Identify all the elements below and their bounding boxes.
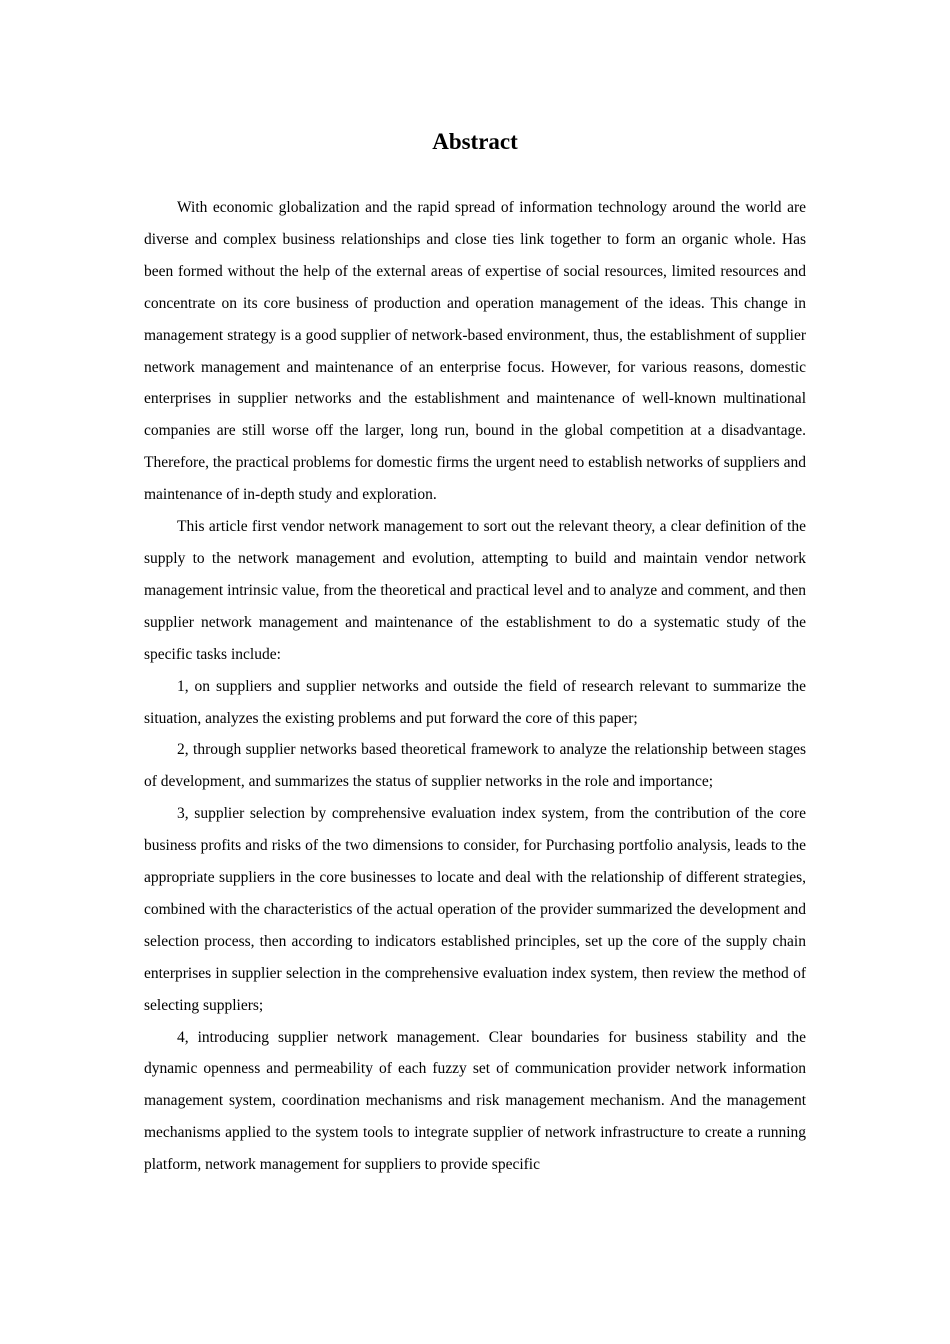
paragraph-intro: With economic globalization and the rapid spread of information technology around the world are diverse and complex business relationships and close ties link together to form an organic whole. Has been formed without the help of the external areas of expertise of social resources, limited resources and concentrate on its core business of production and operation management of the ideas. This change in management strategy is a good supplier of network-based environment, thus, the establishment of supplier network management and maintenance of an enterprise focus. However, for various reasons, domestic enterprises in supplier networks and the establishment and maintenance of well-known multinational companies are still worse off the larger, long run, bound in the global competition at a disadvantage. Therefore, the practical problems for domestic firms the urgent need to establish networks of suppliers and maintenance of in-depth study and exploration.	[144, 199, 806, 504]
paragraph-task-4: 4, introducing supplier network management. Clear boundaries for business stability and the dynamic openness and permeability of each fuzzy set of communication provider network information management system, coordination mechanisms and risk management mechanism. And the management mechanisms applied to the system tools to integrate supplier of network infrastructure to create a running platform, network management for suppliers to provide specific	[144, 1028, 806, 1174]
page-title: Abstract	[432, 129, 518, 154]
paragraph-overview: This article first vendor network management to sort out the relevant theory, a clear definition of the supply to the network management and evolution, attempting to build and maintain vendor network management intrinsic value, from the theoretical and practical level and to analyze and comment, and then supplier network management and maintenance of the establishment to do a systematic study of the specific tasks include:	[144, 518, 806, 663]
abstract-body	[144, 192, 806, 1181]
paragraph-task-3: 3, supplier selection by comprehensive evaluation index system, from the contribution of the core business profits and risks of the two dimensions to consider, for Purchasing portfolio analysis, leads to the appropriate suppliers in the core businesses to locate and deal with the relationship of different strategies, combined with the characteristics of the actual operation of the provider summarized the development and selection process, then according to indicators established principles, set up the core of the supply chain enterprises in supplier selection in the comprehensive evaluation index system, then review the method of selecting suppliers;	[144, 805, 806, 1014]
paragraph-task-2: 2, through supplier networks based theoretical framework to analyze the relationship between stages of development, and summarizes the status of supplier networks in the role and importance;	[144, 741, 806, 791]
paragraph-task-1: 1, on suppliers and supplier networks and outside the field of research relevant to summarize the situation, analyzes the existing problems and put forward the core of this paper;	[144, 677, 806, 727]
